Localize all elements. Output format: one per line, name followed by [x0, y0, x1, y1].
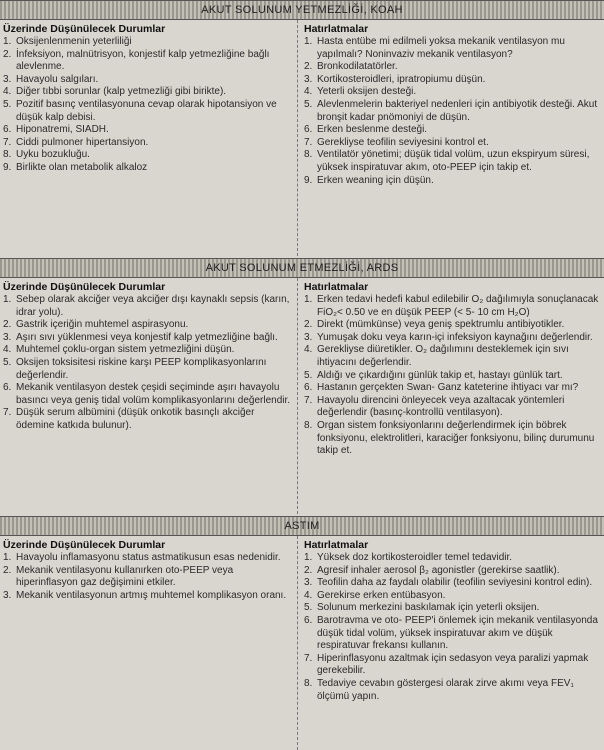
- reminders-column: [304, 278, 600, 458]
- reminders-column: [304, 536, 600, 703]
- considerations-column: [3, 20, 293, 175]
- list-item: 8. Ventilatör yönetimi; düşük tidal volüm, uzun ekspiryum süresi, yüksek inspiratuvar akım, oto-PEEP için takip et.: [304, 149, 590, 173]
- list-item: 4. Diğer tıbbi sorunlar (kalp yetmezliği gibi birikte).: [3, 86, 227, 98]
- section-koah: [0, 0, 604, 258]
- column-divider: [297, 278, 298, 514]
- list-item: 3. Mekanik ventilasyonun artmış muhtemel komplikasyon oranı.: [3, 589, 287, 601]
- list-item: 2. Direkt (mümkünse) veya geniş spektrumlu antibiyotikler.: [304, 319, 565, 331]
- considerations-list: [3, 36, 293, 175]
- considerations-heading: Üzerinde Düşünülecek Durumlar: [3, 23, 166, 35]
- list-item: 6. Barotravma ve oto- PEEP'i önlemek için mekanik ventilasyonda düşük tidal volüm, yüksek inspiratuvar akım ve düşük respiratuvar frekansı kullanın.: [304, 614, 598, 652]
- list-item: 5. Pozitif basınç ventilasyonuna cevap olarak hipotansiyon ve düşük kalp debisi.: [3, 98, 277, 123]
- considerations-list: [3, 294, 293, 433]
- reminders-heading: Hatırlatmalar: [304, 281, 369, 293]
- list-item: 8. Organ sistem fonksiyonlarını değerlendirmek için böbrek fonksiyonu, elektrolitleri, karaciğer fonksiyonu, bilinç durumunu takip et.: [304, 419, 595, 457]
- list-item: 8. Tedaviye cevabın göstergesi olarak zirve akımı veya FEV₁ ölçümü yapın.: [304, 677, 574, 702]
- list-item: 5. Oksijen toksisitesi riskine karşı PEEP komplikasyonlarını değerlendir.: [3, 356, 267, 381]
- list-item: 1. Oksijenlenmenin yeterliliği: [3, 36, 132, 47]
- section-banner: AKUT SOLUNUM YETMEZLİĞİ, KOAH: [0, 0, 604, 20]
- reminders-column: [304, 20, 600, 187]
- list-item: 9. Erken weaning için düşün.: [304, 174, 434, 186]
- section-ards: [0, 258, 604, 516]
- list-item: 5. Aldığı ve çıkardığını günlük takip et, hastayı günlük tart.: [304, 369, 563, 381]
- list-item: 2. İnfeksiyon, malnütrisyon, konjestif kalp yetmezliğine bağlı alevlenme.: [3, 48, 270, 73]
- list-item: 2. Bronkodilatatörler.: [304, 61, 398, 73]
- list-item: 2. Gastrik içeriğin muhtemel aspirasyonu.: [3, 319, 189, 331]
- list-item: 7. Düşük serum albümini (düşük onkotik basınçlı akciğer ödemine katkıda bulunur).: [3, 407, 255, 431]
- list-item: 7. Ciddi pulmoner hipertansiyon.: [3, 136, 149, 148]
- list-item: 7. Gerekliyse teofilin seviyesini kontrol et.: [304, 136, 489, 148]
- column-divider: [297, 20, 298, 256]
- considerations-heading: Üzerinde Düşünülecek Durumlar: [3, 539, 166, 551]
- list-item: 1. Havayolu inflamasyonu status astmatikusun esas nedenidir.: [3, 552, 281, 563]
- list-item: 4. Yeterli oksijen desteği.: [304, 86, 417, 98]
- list-item: 1. Yüksek doz kortikosteroidler temel tedavidir.: [304, 552, 513, 563]
- reminders-heading: Hatırlatmalar: [304, 539, 369, 551]
- list-item: 6. Hiponatremi, SIADH.: [3, 124, 109, 136]
- column-divider: [297, 536, 298, 750]
- list-item: 2. Mekanik ventilasyonu kullanırken oto-PEEP veya hiperinflasyon gaz değişimini etkiler.: [3, 564, 234, 589]
- list-item: 6. Mekanik ventilasyon destek çeşidi seçiminde aşırı havayolu basıncı veya geniş tidal volüm komplikasyonlarını değerlendir.: [3, 382, 291, 406]
- list-item: 4. Muhtemel çoklu-organ sistem yetmezliğini düşün.: [3, 344, 235, 356]
- list-item: 3. Teofilin daha az faydalı olabilir (teofilin seviyesini kontrol edin).: [304, 577, 593, 589]
- considerations-column: [3, 278, 293, 433]
- list-item: 4. Gerekliyse diüretikler. O₂ dağılımını desteklemek için sıvı ihtiyacını değerlendir.: [304, 344, 569, 368]
- list-item: 3. Kortikosteroidleri, ipratropiumu düşün.: [304, 73, 486, 85]
- considerations-list: [3, 552, 293, 602]
- list-item: 2. Agresif inhaler aerosol β₂ agonistler (gerekirse saatlik).: [304, 564, 560, 576]
- list-item: 5. Alevlenmelerin bakteriyel nedenleri için antibiyotik desteği. Akut bronşit kadar pnömoniyi de düşün.: [304, 98, 598, 123]
- list-item: 9. Birlikte olan metabolik alkaloz: [3, 161, 148, 173]
- section-banner: AKUT SOLUNUM ETMEZLİĞİ, ARDS: [0, 258, 604, 278]
- list-item: 7. Havayolu direncini önleyecek veya azaltacak yöntemleri değerlendir (basınç-kontrollü ventilasyon).: [304, 394, 565, 419]
- list-item: 1. Hasta entübe mi edilmeli yoksa mekanik ventilasyon mu yapılmalı? Noninvaziv mekanik ventilasyon?: [304, 36, 565, 60]
- list-item: 1. Erken tedavi hedefi kabul edilebilir O₂ dağılımıyla sonuçlanacak FiO₂< 0.50 ve en düşük PEEP (< 5- 10 cm H₂O): [304, 294, 599, 318]
- reminders-list: [304, 36, 600, 187]
- list-item: 6. Hastanın gerçekten Swan- Ganz kateterine ihtiyacı var mı?: [304, 382, 579, 394]
- considerations-column: [3, 536, 293, 602]
- list-item: 5. Solunum merkezini baskılamak için yeterli oksijen.: [304, 602, 540, 614]
- list-item: 6. Erken beslenme desteği.: [304, 124, 428, 136]
- list-item: 3. Yumuşak doku veya karın-içi infeksiyon kaynağını değerlendir.: [304, 331, 593, 343]
- section-astim: [0, 516, 604, 750]
- list-item: 3. Aşırı sıvı yüklenmesi veya konjestif kalp yetmezliğine bağlı.: [3, 331, 278, 343]
- section-banner: ASTIM: [0, 516, 604, 536]
- list-item: 7. Hiperinflasyonu azaltmak için sedasyon veya paralizi yapmak gerekebilir.: [304, 652, 589, 677]
- list-item: 1. Sebep olarak akciğer veya akciğer dışı kaynaklı sepsis (karın, idrar yolu).: [3, 294, 290, 318]
- list-item: 3. Havayolu salgıları.: [3, 73, 99, 85]
- reminders-list: [304, 552, 600, 703]
- considerations-heading: Üzerinde Düşünülecek Durumlar: [3, 281, 166, 293]
- list-item: 4. Gerekirse erken entübasyon.: [304, 589, 446, 601]
- reminders-heading: Hatırlatmalar: [304, 23, 369, 35]
- reminders-list: [304, 294, 600, 458]
- list-item: 8. Uyku bozukluğu.: [3, 149, 90, 161]
